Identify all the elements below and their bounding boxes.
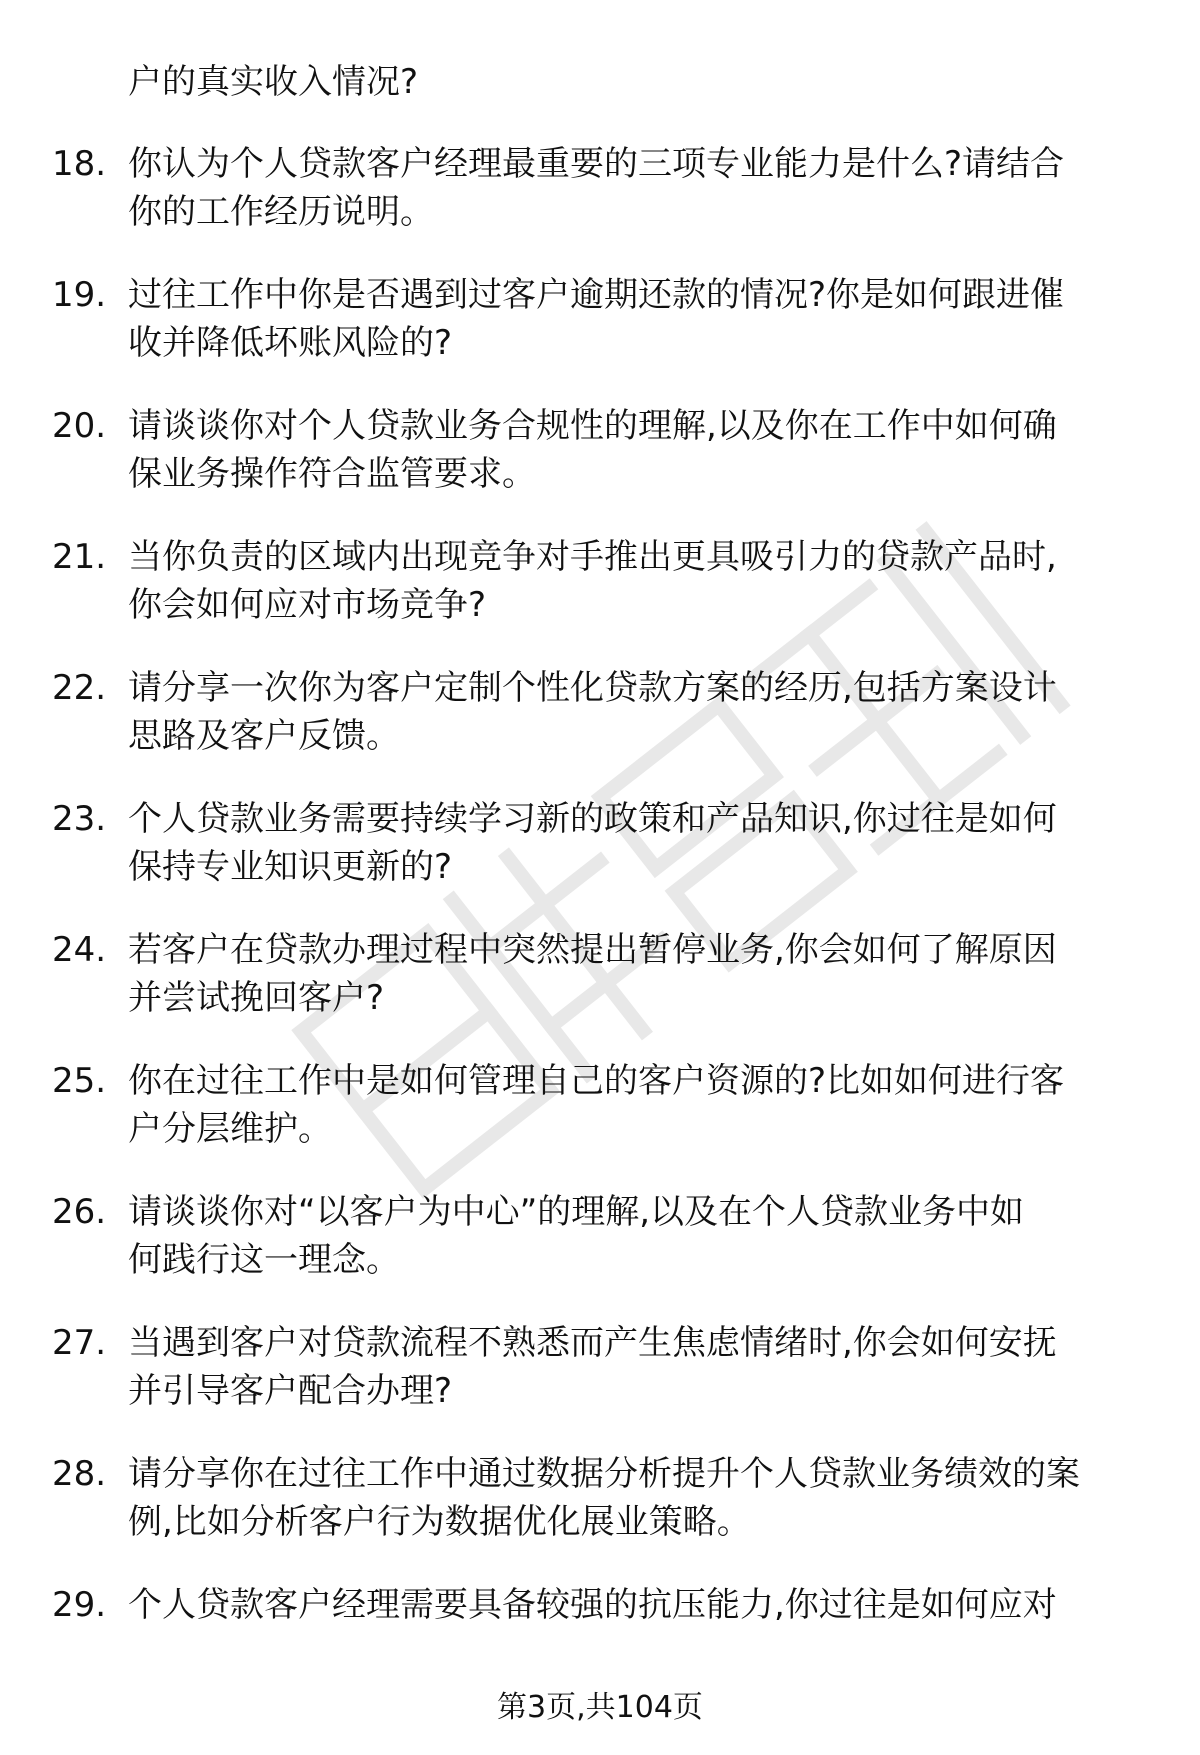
list-item <box>0 402 1200 502</box>
list-item <box>0 795 1200 895</box>
question-text: 过往工作中你是否遇到过客户逾期还款的情况?你是如何跟进催 收并降低坏账风险的? <box>128 275 1065 363</box>
list-item <box>0 1057 1200 1157</box>
question-number: 20. <box>52 406 107 446</box>
question-text: 当你负责的区域内出现竞争对手推出更具吸引力的贷款产品时, 你会如何应对市场竞争? <box>128 537 1057 625</box>
question-number: 24. <box>52 930 107 970</box>
question-number: 18. <box>52 144 107 184</box>
continuation-text: 户的真实收入情况? <box>128 62 419 102</box>
question-number: 27. <box>52 1323 107 1363</box>
question-text: 请分享一次你为客户定制个性化贷款方案的经历,包括方案设计 思路及客户反馈。 <box>128 668 1057 756</box>
question-text: 请分享你在过往工作中通过数据分析提升个人贷款业务绩效的案 例,比如分析客户行为数据优化展业策略。 <box>128 1454 1080 1542</box>
question-number: 28. <box>52 1454 107 1494</box>
question-number: 26. <box>52 1192 107 1232</box>
list-item <box>0 140 1200 240</box>
question-number: 29. <box>52 1585 107 1625</box>
question-number: 22. <box>52 668 107 708</box>
list-item <box>0 926 1200 1026</box>
list-item <box>0 271 1200 371</box>
list-item <box>0 1188 1200 1288</box>
page-footer: 第3页,共104页 <box>497 1690 703 1725</box>
question-text: 你在过往工作中是如何管理自己的客户资源的?比如如何进行客 户分层维护。 <box>128 1061 1065 1149</box>
list-item <box>0 1450 1200 1550</box>
list-item <box>0 1581 1200 1631</box>
list-item <box>0 664 1200 764</box>
question-number: 21. <box>52 537 107 577</box>
question-number: 25. <box>52 1061 107 1101</box>
question-text: 个人贷款业务需要持续学习新的政策和产品知识,你过往是如何 保持专业知识更新的? <box>128 799 1057 887</box>
question-number: 23. <box>52 799 107 839</box>
question-text: 个人贷款客户经理需要具备较强的抗压能力,你过往是如何应对 <box>128 1585 1057 1625</box>
question-text: 请谈谈你对“以客户为中心”的理解,以及在个人贷款业务中如 何践行这一理念。 <box>128 1192 1025 1280</box>
list-item <box>0 1319 1200 1419</box>
list-item <box>0 533 1200 633</box>
question-text: 请谈谈你对个人贷款业务合规性的理解,以及你在工作中如何确 保业务操作符合监管要求。 <box>128 406 1057 494</box>
question-number: 19. <box>52 275 107 315</box>
question-text: 若客户在贷款办理过程中突然提出暂停业务,你会如何了解原因 并尝试挽回客户? <box>128 930 1057 1018</box>
question-text: 当遇到客户对贷款流程不熟悉而产生焦虑情绪时,你会如何安抚 并引导客户配合办理? <box>128 1323 1057 1411</box>
question-text: 你认为个人贷款客户经理最重要的三项专业能力是什么?请结合 你的工作经历说明。 <box>128 144 1065 232</box>
